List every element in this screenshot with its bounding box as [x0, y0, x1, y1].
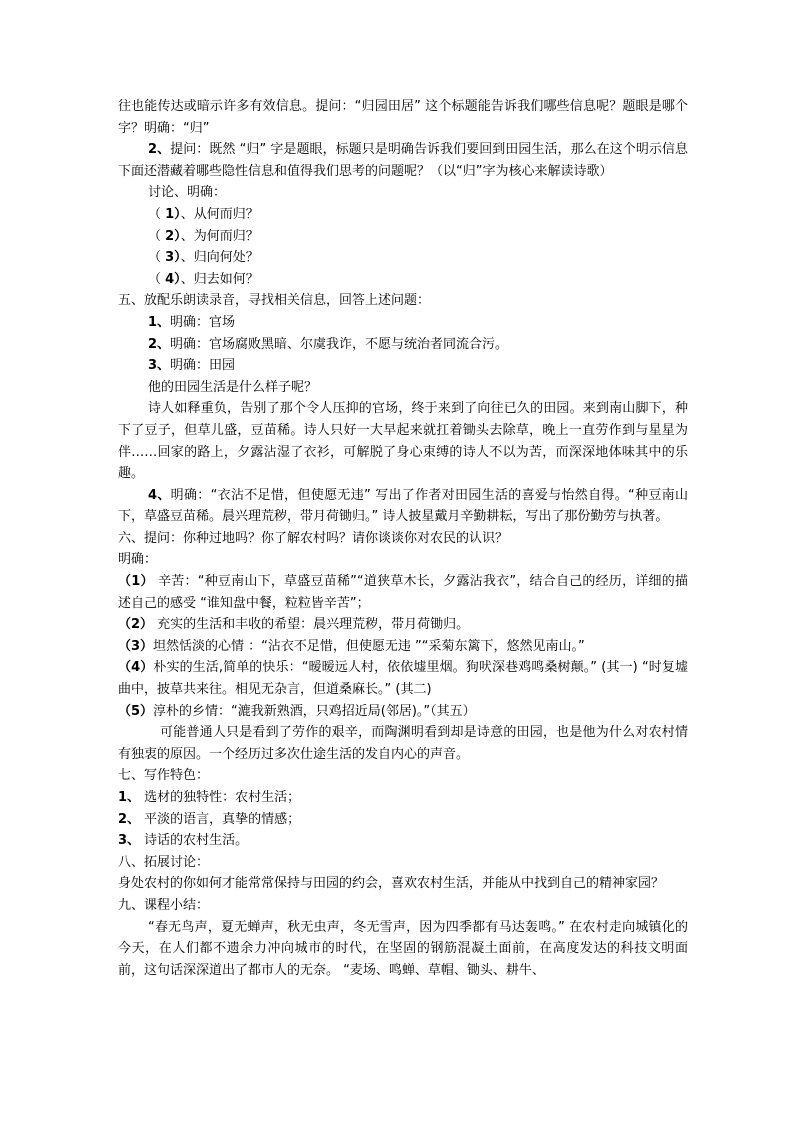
item-number: （4） [118, 660, 154, 676]
item-number: 3、 [118, 833, 141, 849]
question-item-1 [118, 204, 688, 226]
item-text: 朴实的生活,简单的快乐：“暧暧远人村，依依墟里烟。狗吠深巷鸡鸣桑树颠。” (其一) “时复墟曲中，披草共来往。相见无杂言，但道桑麻长。” (其二) [118, 660, 689, 698]
paragraph-conclusion: “春无鸟声，夏无蝉声，秋无虫声，冬无雪声，因为四季都有马达轰鸣。” 在农村走向城镇化的今天，在人们都不遗余力冲向城市的时代，在坚固的钢筋混凝土面前，在高度发达的科技文明面前，这句话深深道出了都市人的无奈。 “麦场、鸣蝉、草帽、锄头、耕牛、 [118, 919, 688, 978]
paragraph-text: 提问：既然 “归” 字是题眼，标题只是明确告诉我们要回到田园生活，那么在这个明示信息下面还潜藏着哪些隐性信息和值得我们思考的问题呢？（以“归”字为核心来解读诗歌） [118, 142, 688, 179]
item-text: 诗话的农村生活。 [140, 833, 249, 849]
question-item-3 [118, 247, 688, 269]
item-number: 2） [165, 228, 181, 244]
item-number: （5） [118, 703, 154, 719]
item-text: 辛苦：“种豆南山下，草盛豆苗稀”“道狭草木长，夕露沾我衣”，结合自己的经历，详细的描述自己的感受 “谁知盘中餐，粒粒皆辛苦”； [118, 574, 688, 611]
sub-question: 他的田园生活是什么样子呢？ [148, 379, 318, 395]
item-text: 明确：官场腐败黑暗、尔虞我诈，不愿与统治者同流合污。 [170, 336, 509, 352]
paragraph-intro: 往也能传达或暗示许多有效信息。提问：“归园田居” 这个标题能告诉我们哪些信息呢？题眼是哪个字？明确：“归” [118, 99, 688, 136]
item-number: 3） [165, 250, 181, 266]
item-text: 淳朴的乡情：“漉我新熟酒，只鸡招近局(邻居)。”（其五） [153, 703, 476, 719]
paragraph-summary: 可能普通人只是看到了劳作的艰辛，而陶渊明看到却是诗意的田园，也是他为什么对农村情有独衷的原因。一个经历过多次仕途生活的发自内心的声音。 [118, 725, 688, 762]
item-text: 、为何而归？ [180, 228, 259, 244]
item-number: 4） [165, 271, 181, 287]
item-number: 1、 [148, 314, 171, 330]
feature-item-3 [118, 830, 688, 852]
farmer-point-2 [118, 614, 688, 636]
document-page [118, 96, 688, 981]
answer-label: 明确： [118, 552, 158, 568]
item-number: 2、 [148, 142, 171, 158]
farmer-point-3 [118, 636, 688, 658]
item-bracket: （ [148, 250, 166, 266]
item-text: 平淡的语言，真挚的情感； [140, 811, 301, 827]
item-number: 2、 [118, 811, 141, 827]
item-text: 、从何而归？ [180, 206, 259, 222]
section-6-heading: 六、提问：你种过地吗？你了解农村吗？请你谈谈你对农民的认识？ [118, 530, 509, 546]
answer-item-2 [118, 334, 688, 356]
question-item-4 [118, 269, 688, 291]
item-number: 1） [165, 206, 181, 222]
item-number: （1） [118, 574, 154, 590]
item-number: （2） [118, 617, 154, 633]
answer-item-4 [118, 485, 688, 528]
section-8-heading: 八、拓展讨论： [118, 854, 210, 870]
item-number: 1、 [118, 790, 141, 805]
item-bracket: （ [148, 228, 166, 244]
item-number: 3、 [148, 358, 171, 374]
paragraph-question-2 [118, 139, 688, 182]
item-number: （3） [118, 638, 154, 654]
item-bracket: （ [148, 271, 166, 287]
farmer-point-1 [118, 571, 688, 614]
feature-item-1 [118, 787, 688, 809]
section-5-heading: 五、放配乐朗读录音，寻找相关信息，回答上述问题： [118, 293, 431, 309]
item-text: 明确：田园 [170, 358, 236, 374]
item-number: 4、 [148, 487, 171, 503]
question-item-2 [118, 226, 688, 248]
item-bracket: （ [148, 206, 166, 222]
section-7-heading: 七、写作特色： [118, 768, 210, 784]
item-text: 、归去如何？ [180, 271, 259, 287]
discussion-label: 讨论、明确： [148, 185, 227, 201]
farmer-point-5 [118, 701, 688, 723]
answer-item-1 [118, 312, 688, 334]
paragraph-extension: 身处农村的你如何才能常常保持与田园的约会，喜欢农村生活，并能从中找到自己的精神家园？ [118, 876, 665, 892]
item-text: 选材的独特性：农村生活； [140, 790, 301, 805]
item-text: 充实的生活和丰收的希望：晨兴理荒秽，带月荷锄归。 [153, 617, 470, 633]
item-text: 坦然恬淡的心情 ：“沾衣不足惜，但使愿无违 ”“采菊东篱下，悠然见南山。” [153, 638, 585, 654]
section-9-heading: 九、课程小结： [118, 897, 210, 913]
item-text: 、归向何处？ [180, 250, 259, 266]
feature-item-2 [118, 809, 688, 831]
item-text: 明确：“衣沾不足惜，但使愿无违” 写出了作者对田园生活的喜爱与怡然自得。“种豆南山下，草盛豆苗稀。晨兴理荒秽，带月荷锄归。” 诗人披星戴月辛勤耕耘，写出了那份勤劳与执著。 [118, 487, 689, 525]
farmer-point-4 [118, 657, 688, 700]
paragraph-poet-life: 诗人如释重负，告别了那个令人压抑的官场，终于来到了向往已久的田园。来到南山脚下，种下了豆子，但草儿盛，豆苗稀。诗人只好一大早起来就扛着锄头去除草，晚上一直劳作到与星星为伴……回家的路上，夕露沾湿了衣衫，可解脱了身心束缚的诗人不以为苦，而深深地体味其中的乐趣。 [118, 401, 688, 482]
answer-item-3 [118, 355, 688, 377]
item-number: 2、 [148, 336, 171, 352]
item-text: 明确：官场 [170, 314, 236, 330]
